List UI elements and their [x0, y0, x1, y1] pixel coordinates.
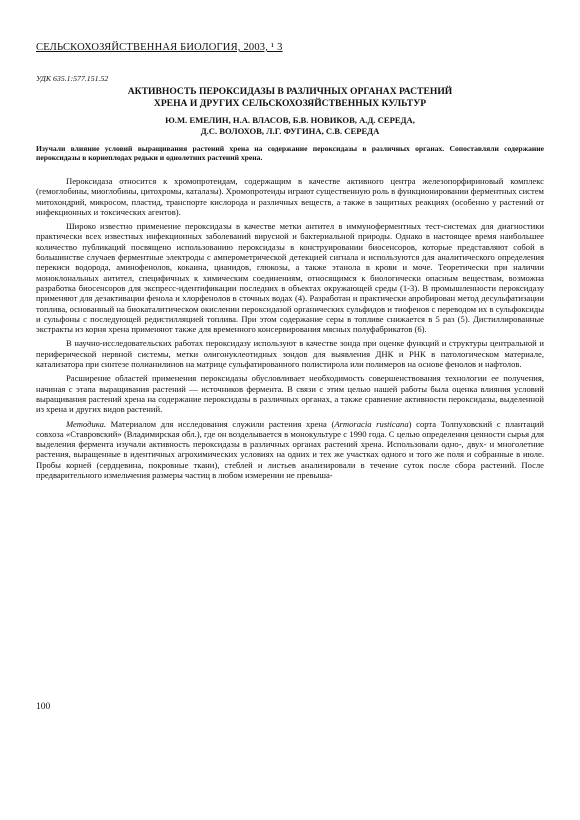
methods-text: Материалом для исследования служили растения хрена (: [106, 418, 335, 429]
body-paragraph: Пероксидаза относится к хромопротеидам, содержащим в качестве активного центра железопорфириновый комплекс (гемоглобины, миоглобины, цитохромы, каталазы). Хромопротеиды играют существенную роль в функционировании ферментных систем митохондрий, микросом, пластид, транспорте кислорода и различных веществ, а также в защитных реакциях (особенно у растений от инфекционных и токсических агентов).: [36, 176, 544, 217]
journal-header: СЕЛЬСКОХОЗЯЙСТВЕННАЯ БИОЛОГИЯ, 2003, ¹ 3: [36, 42, 283, 53]
author-line: Д.С. ВОЛОХОВ, Л.Г. ФУГИНА, С.В. СЕРЕДА: [200, 126, 380, 136]
udc-code: УДК 635.1:577.151.52: [36, 74, 109, 83]
body-paragraph: Широко известно применение пероксидазы в качестве метки антител в иммуноферментных тест-системах для диагностики практически всех известных инфекционных заболеваний вирусной и бактериальной природы. Однако в настоящее время наибольшее количество публикаций посвящено использованию пероксидазы в конструировании биосенсоров, которые представляют собой в большинстве случаев ферментные электроды с амперометрической детекцией сигнала и используются для аналитического определения перекиси водорода, аминофенолов, кокаина, цианидов, глюкозы, а также этанола в крови и моче. Теоретически при наличии моноклональных антител, специфичных к химическим соединениям, относящимся к биологически опасным веществам, возможна разработка биосенсоров для экспресс-идентификации последних в объектах окружающей среды (1-3). В промышленности пероксидазу применяют для дезактивации фенола и хлорфенолов в сточных водах (4). Разработан и практически апробирован метод десульфатизации топлива, основанный на биокаталитическом окислении пероксидазой органических сульфидов и тиофенов с переводом их в сульфоксиды и сульфоны с последующей редистилляцией топлива. При этом содержание серы в топливе снижается в 5 раз (5). Дистиллированные экстракты из корня хрена применяют также для временного консервирования мясных полуфабрикатов (6).: [36, 221, 544, 335]
abstract: Изучали влияние условий выращивания растений хрена на содержание пероксидазы в различных органах. Сопоставляли содержание пероксидазы в корнеплодах редьки и однолетних растений хрена.: [36, 144, 544, 163]
article-title-line: АКТИВНОСТЬ ПЕРОКСИДАЗЫ В РАЗЛИЧНЫХ ОРГАНАХ РАСТЕНИЙ: [127, 86, 453, 97]
latin-species-name: Armoracia rusticana: [334, 418, 409, 429]
page-number: 100: [36, 702, 51, 712]
methods-text: ) сорта Толпуховский с плантаций совхоза «Ставровский» (Владимирская обл.), где он возделывается в монокультуре с 1990 года. С целью определения ценности сырья для выделения фермента изучали активность пероксидазы в различных органах растений хрена. Использовали одно-, двух- и многолетние растения, выращенные в идентичных агрохимических условиях на одних и тех же участках одного и того же поля и собранные в июле. Пробы корней (сердцевина, покровные ткани), стеблей и листьев анализировали в течение суток после сбора растений. После предварительного измельчения размеры частиц в любом измерении не превыша-: [36, 418, 544, 481]
body-paragraph: В научно-исследовательских работах пероксидазу используют в качестве зонда при оценке функций и структуры центральной и периферической нервной системы, метки олигонуклеотидных зондов для выявления ДНК и РНК в патологическом материале, катализатора при синтезе полианилинов на матрице сульфатированного полистирола или полимеров на основе фенолов и нафтолов.: [36, 338, 544, 370]
author-list: [36, 115, 544, 137]
author-line: Ю.М. ЕМЕЛИН, Н.А. ВЛАСОВ, Б.В. НОВИКОВ, А.Д. СЕРЕДА,: [165, 115, 415, 125]
article-title: [36, 86, 544, 109]
methods-heading: Методика.: [66, 418, 107, 429]
body-paragraph: Расширение областей применения пероксидазы обусловливает необходимость совершенствования технологии ее получения, начиная с этапа выращивания растений — источников фермента. В связи с этим целью нашей работы была оценка влияния условий выращивания растений хрена на содержание пероксидазы в различных органах, а также сравнение активности пероксидазы, выделенной из хрена и других видов растений.: [36, 373, 544, 415]
article-title-line: ХРЕНА И ДРУГИХ СЕЛЬСКОХОЗЯЙСТВЕННЫХ КУЛЬТУР: [153, 97, 427, 109]
article-body: [36, 176, 544, 484]
methods-paragraph: [36, 419, 544, 481]
